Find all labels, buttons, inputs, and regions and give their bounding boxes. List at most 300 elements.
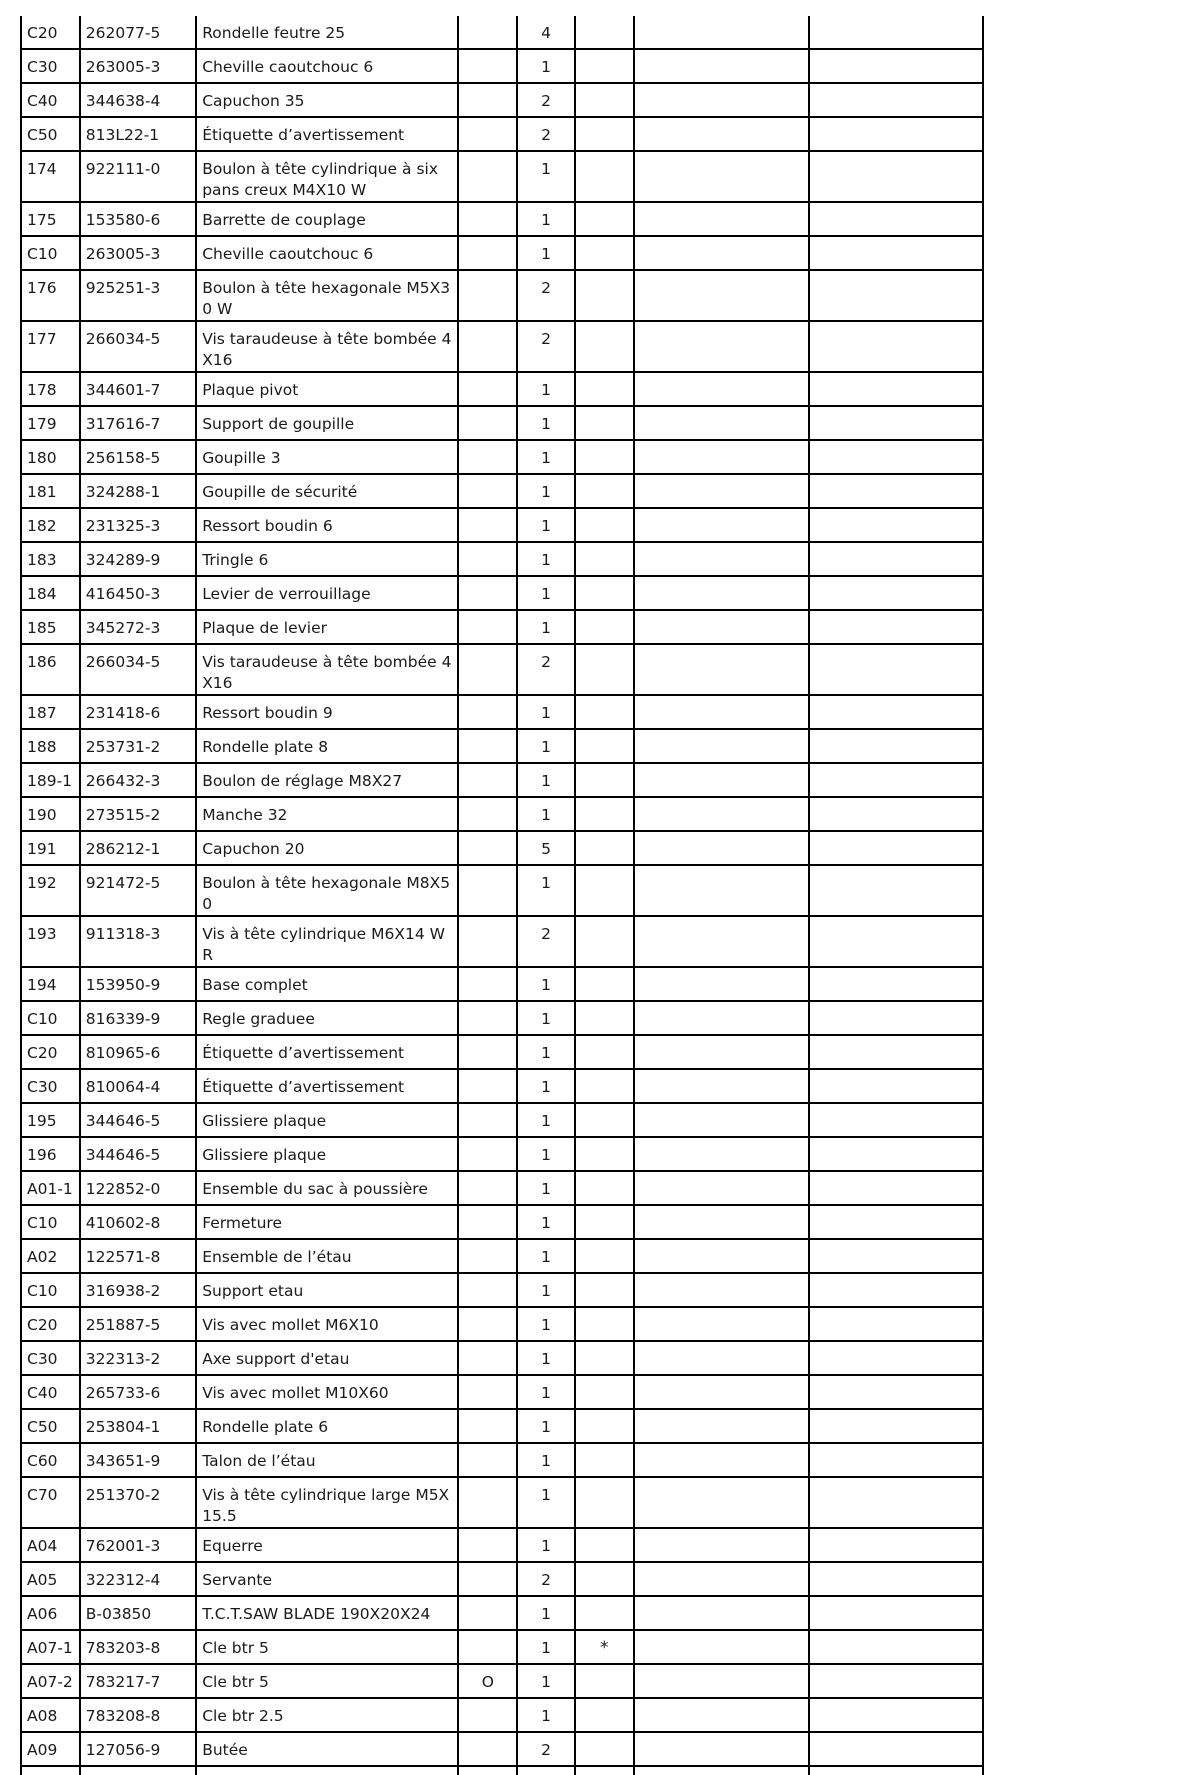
item-number-cell: 179 — [21, 406, 80, 440]
table-row — [21, 831, 983, 865]
marker-cell — [458, 1630, 517, 1664]
note-cell — [575, 1443, 634, 1477]
table-row — [21, 236, 983, 270]
marker-cell — [458, 1528, 517, 1562]
blank-cell — [809, 1171, 983, 1205]
part-number-cell: 344601-7 — [80, 372, 196, 406]
item-number-cell: 183 — [21, 542, 80, 576]
description-cell: Cheville caoutchouc 6 — [196, 236, 458, 270]
part-number-cell: 253804-1 — [80, 1409, 196, 1443]
note-cell — [575, 763, 634, 797]
item-number-cell: A05 — [21, 1562, 80, 1596]
item-number-cell: 184 — [21, 576, 80, 610]
part-number-cell: 911318-3 — [80, 916, 196, 967]
blank-cell — [809, 508, 983, 542]
blank-cell — [517, 1766, 575, 1775]
quantity-cell: 1 — [517, 1698, 575, 1732]
blank-cell — [634, 1341, 809, 1375]
part-number-cell: 344638-4 — [80, 83, 196, 117]
table-row — [21, 440, 983, 474]
marker-cell — [458, 202, 517, 236]
marker-cell — [458, 1069, 517, 1103]
description-cell: Ressort boudin 9 — [196, 695, 458, 729]
note-cell — [575, 1307, 634, 1341]
note-cell: * — [575, 1630, 634, 1664]
description-cell: T.C.T.SAW BLADE 190X20X24 — [196, 1596, 458, 1630]
blank-cell — [809, 236, 983, 270]
blank-cell — [634, 1239, 809, 1273]
note-cell — [575, 865, 634, 916]
item-number-cell: 191 — [21, 831, 80, 865]
part-number-cell: 344646-5 — [80, 1137, 196, 1171]
part-number-cell: 286212-1 — [80, 831, 196, 865]
blank-cell — [634, 1103, 809, 1137]
blank-cell — [634, 372, 809, 406]
marker-cell — [458, 1137, 517, 1171]
table-row — [21, 763, 983, 797]
note-cell — [575, 372, 634, 406]
item-number-cell: C10 — [21, 1205, 80, 1239]
part-number-cell: 251370-2 — [80, 1477, 196, 1528]
part-number-cell: 266432-3 — [80, 763, 196, 797]
blank-cell — [634, 1596, 809, 1630]
quantity-cell: 2 — [517, 1732, 575, 1766]
table-row — [21, 1341, 983, 1375]
note-cell — [575, 576, 634, 610]
blank-cell — [634, 1035, 809, 1069]
item-number-cell: C10 — [21, 236, 80, 270]
blank-cell — [634, 1171, 809, 1205]
quantity-cell: 2 — [517, 916, 575, 967]
description-cell: Étiquette d’avertissement — [196, 117, 458, 151]
table-row — [21, 1001, 983, 1035]
part-number-cell: 273515-2 — [80, 797, 196, 831]
blank-cell — [634, 1307, 809, 1341]
marker-cell — [458, 1562, 517, 1596]
part-number-cell: 317616-7 — [80, 406, 196, 440]
blank-cell — [634, 1001, 809, 1035]
marker-cell — [458, 270, 517, 321]
blank-cell — [809, 831, 983, 865]
description-cell: Vis avec mollet M10X60 — [196, 1375, 458, 1409]
description-cell: Étiquette d’avertissement — [196, 1035, 458, 1069]
table-row — [21, 16, 983, 49]
item-number-cell: A08 — [21, 1698, 80, 1732]
blank-cell — [809, 1596, 983, 1630]
part-number-cell: 925251-3 — [80, 270, 196, 321]
marker-cell — [458, 117, 517, 151]
marker-cell — [458, 508, 517, 542]
marker-cell — [458, 236, 517, 270]
quantity-cell: 1 — [517, 1273, 575, 1307]
blank-cell — [634, 542, 809, 576]
item-number-cell: 182 — [21, 508, 80, 542]
item-number-cell: C40 — [21, 1375, 80, 1409]
blank-cell — [809, 1443, 983, 1477]
note-cell — [575, 729, 634, 763]
table-row — [21, 1477, 983, 1528]
item-number-cell: A06 — [21, 1596, 80, 1630]
parts-list-sheet — [20, 16, 984, 1775]
blank-cell — [809, 1766, 983, 1775]
blank-cell — [809, 1205, 983, 1239]
blank-cell — [196, 1766, 458, 1775]
blank-cell — [809, 610, 983, 644]
note-cell — [575, 151, 634, 202]
blank-cell — [809, 440, 983, 474]
part-number-cell: 762001-3 — [80, 1528, 196, 1562]
blank-cell — [634, 321, 809, 372]
table-row — [21, 1596, 983, 1630]
blank-cell — [809, 763, 983, 797]
part-number-cell: 322312-4 — [80, 1562, 196, 1596]
item-number-cell: C20 — [21, 1307, 80, 1341]
part-number-cell: B-03850 — [80, 1596, 196, 1630]
note-cell — [575, 610, 634, 644]
blank-cell — [634, 967, 809, 1001]
blank-cell — [809, 202, 983, 236]
quantity-cell: 1 — [517, 1375, 575, 1409]
table-row — [21, 967, 983, 1001]
item-number-cell: 174 — [21, 151, 80, 202]
part-number-cell: 813L22-1 — [80, 117, 196, 151]
item-number-cell: 187 — [21, 695, 80, 729]
blank-cell — [809, 474, 983, 508]
table-row-continuation — [21, 1766, 983, 1775]
blank-cell — [809, 1069, 983, 1103]
table-row — [21, 1664, 983, 1698]
blank-cell — [809, 1664, 983, 1698]
table-row — [21, 321, 983, 372]
marker-cell — [458, 644, 517, 695]
quantity-cell: 2 — [517, 83, 575, 117]
blank-cell — [809, 16, 983, 49]
note-cell — [575, 16, 634, 49]
note-cell — [575, 967, 634, 1001]
table-row — [21, 1375, 983, 1409]
part-number-cell: 810064-4 — [80, 1069, 196, 1103]
description-cell: Plaque de levier — [196, 610, 458, 644]
blank-cell — [21, 1766, 80, 1775]
blank-cell — [80, 1766, 196, 1775]
quantity-cell: 1 — [517, 1137, 575, 1171]
quantity-cell: 2 — [517, 1562, 575, 1596]
quantity-cell: 5 — [517, 831, 575, 865]
blank-cell — [634, 1630, 809, 1664]
blank-cell — [634, 1205, 809, 1239]
table-row — [21, 270, 983, 321]
blank-cell — [809, 916, 983, 967]
table-row — [21, 1562, 983, 1596]
blank-cell — [634, 1562, 809, 1596]
blank-cell — [634, 16, 809, 49]
part-number-cell: 251887-5 — [80, 1307, 196, 1341]
part-number-cell: 324289-9 — [80, 542, 196, 576]
table-row — [21, 1239, 983, 1273]
blank-cell — [809, 644, 983, 695]
note-cell — [575, 1273, 634, 1307]
description-cell: Vis taraudeuse à tête bombée 4X16 — [196, 644, 458, 695]
marker-cell — [458, 151, 517, 202]
description-cell: Talon de l’étau — [196, 1443, 458, 1477]
description-cell: Goupille de sécurité — [196, 474, 458, 508]
part-number-cell: 783203-8 — [80, 1630, 196, 1664]
table-row — [21, 49, 983, 83]
table-row — [21, 508, 983, 542]
item-number-cell: 181 — [21, 474, 80, 508]
description-cell: Goupille 3 — [196, 440, 458, 474]
blank-cell — [634, 1375, 809, 1409]
note-cell — [575, 1103, 634, 1137]
table-row — [21, 1732, 983, 1766]
part-number-cell: 262077-5 — [80, 16, 196, 49]
part-number-cell: 783208-8 — [80, 1698, 196, 1732]
marker-cell — [458, 1596, 517, 1630]
description-cell: Servante — [196, 1562, 458, 1596]
blank-cell — [809, 1239, 983, 1273]
part-number-cell: 265733-6 — [80, 1375, 196, 1409]
description-cell: Support de goupille — [196, 406, 458, 440]
part-number-cell: 416450-3 — [80, 576, 196, 610]
marker-cell — [458, 610, 517, 644]
blank-cell — [634, 49, 809, 83]
marker-cell — [458, 729, 517, 763]
table-row — [21, 406, 983, 440]
marker-cell — [458, 1205, 517, 1239]
description-cell: Ensemble du sac à poussière — [196, 1171, 458, 1205]
part-number-cell: 263005-3 — [80, 49, 196, 83]
blank-cell — [634, 763, 809, 797]
part-number-cell: 122852-0 — [80, 1171, 196, 1205]
note-cell — [575, 236, 634, 270]
note-cell — [575, 695, 634, 729]
part-number-cell: 153580-6 — [80, 202, 196, 236]
quantity-cell: 1 — [517, 695, 575, 729]
marker-cell — [458, 1103, 517, 1137]
blank-cell — [809, 1341, 983, 1375]
marker-cell — [458, 1341, 517, 1375]
marker-cell — [458, 1239, 517, 1273]
note-cell — [575, 916, 634, 967]
blank-cell — [634, 1528, 809, 1562]
quantity-cell: 1 — [517, 542, 575, 576]
item-number-cell: 175 — [21, 202, 80, 236]
blank-cell — [634, 236, 809, 270]
blank-cell — [634, 151, 809, 202]
description-cell: Plaque pivot — [196, 372, 458, 406]
blank-cell — [809, 372, 983, 406]
description-cell: Capuchon 20 — [196, 831, 458, 865]
quantity-cell: 1 — [517, 610, 575, 644]
table-row — [21, 1205, 983, 1239]
table-row — [21, 1443, 983, 1477]
blank-cell — [809, 1137, 983, 1171]
description-cell: Base complet — [196, 967, 458, 1001]
table-row — [21, 1528, 983, 1562]
blank-cell — [634, 1069, 809, 1103]
blank-cell — [634, 916, 809, 967]
quantity-cell: 1 — [517, 729, 575, 763]
blank-cell — [809, 1528, 983, 1562]
note-cell — [575, 1069, 634, 1103]
item-number-cell: 180 — [21, 440, 80, 474]
quantity-cell: 1 — [517, 202, 575, 236]
description-cell: Levier de verrouillage — [196, 576, 458, 610]
marker-cell: O — [458, 1664, 517, 1698]
quantity-cell: 1 — [517, 372, 575, 406]
description-cell: Cle btr 2.5 — [196, 1698, 458, 1732]
blank-cell — [809, 1375, 983, 1409]
blank-cell — [634, 695, 809, 729]
note-cell — [575, 1596, 634, 1630]
table-row — [21, 1103, 983, 1137]
quantity-cell: 2 — [517, 644, 575, 695]
marker-cell — [458, 1035, 517, 1069]
note-cell — [575, 117, 634, 151]
blank-cell — [809, 865, 983, 916]
marker-cell — [458, 372, 517, 406]
item-number-cell: 177 — [21, 321, 80, 372]
item-number-cell: A04 — [21, 1528, 80, 1562]
note-cell — [575, 1562, 634, 1596]
part-number-cell: 324288-1 — [80, 474, 196, 508]
blank-cell — [634, 797, 809, 831]
table-row — [21, 1171, 983, 1205]
quantity-cell: 1 — [517, 1596, 575, 1630]
blank-cell — [634, 1477, 809, 1528]
description-cell: Boulon à tête hexagonale M5X30 W — [196, 270, 458, 321]
item-number-cell: A09 — [21, 1732, 80, 1766]
table-row — [21, 372, 983, 406]
blank-cell — [634, 508, 809, 542]
note-cell — [575, 1239, 634, 1273]
quantity-cell: 1 — [517, 1171, 575, 1205]
marker-cell — [458, 1375, 517, 1409]
blank-cell — [809, 1562, 983, 1596]
table-row — [21, 729, 983, 763]
description-cell: Vis à tête cylindrique M6X14 WR — [196, 916, 458, 967]
description-cell: Étiquette d’avertissement — [196, 1069, 458, 1103]
part-number-cell: 922111-0 — [80, 151, 196, 202]
description-cell: Vis à tête cylindrique large M5X15.5 — [196, 1477, 458, 1528]
item-number-cell: C30 — [21, 49, 80, 83]
marker-cell — [458, 49, 517, 83]
marker-cell — [458, 406, 517, 440]
quantity-cell: 1 — [517, 49, 575, 83]
blank-cell — [809, 797, 983, 831]
part-number-cell: 783217-7 — [80, 1664, 196, 1698]
note-cell — [575, 1001, 634, 1035]
marker-cell — [458, 967, 517, 1001]
description-cell: Ensemble de l’étau — [196, 1239, 458, 1273]
quantity-cell: 1 — [517, 1307, 575, 1341]
item-number-cell: 190 — [21, 797, 80, 831]
quantity-cell: 1 — [517, 1477, 575, 1528]
item-number-cell: 195 — [21, 1103, 80, 1137]
note-cell — [575, 644, 634, 695]
table-row — [21, 576, 983, 610]
item-number-cell: 192 — [21, 865, 80, 916]
marker-cell — [458, 1171, 517, 1205]
quantity-cell: 1 — [517, 865, 575, 916]
marker-cell — [458, 1477, 517, 1528]
description-cell: Rondelle plate 8 — [196, 729, 458, 763]
note-cell — [575, 1528, 634, 1562]
description-cell: Vis taraudeuse à tête bombée 4X16 — [196, 321, 458, 372]
marker-cell — [458, 576, 517, 610]
marker-cell — [458, 474, 517, 508]
blank-cell — [634, 83, 809, 117]
note-cell — [575, 1477, 634, 1528]
blank-cell — [634, 576, 809, 610]
note-cell — [575, 831, 634, 865]
blank-cell — [809, 117, 983, 151]
marker-cell — [458, 831, 517, 865]
description-cell: Boulon de réglage M8X27 — [196, 763, 458, 797]
part-number-cell: 266034-5 — [80, 644, 196, 695]
item-number-cell: 186 — [21, 644, 80, 695]
blank-cell — [809, 1273, 983, 1307]
description-cell: Rondelle plate 6 — [196, 1409, 458, 1443]
table-row — [21, 797, 983, 831]
description-cell: Cle btr 5 — [196, 1630, 458, 1664]
marker-cell — [458, 542, 517, 576]
note-cell — [575, 440, 634, 474]
item-number-cell: C20 — [21, 1035, 80, 1069]
item-number-cell: 194 — [21, 967, 80, 1001]
note-cell — [575, 1664, 634, 1698]
item-number-cell: A01-1 — [21, 1171, 80, 1205]
marker-cell — [458, 440, 517, 474]
blank-cell — [809, 729, 983, 763]
blank-cell — [809, 1035, 983, 1069]
description-cell: Glissiere plaque — [196, 1137, 458, 1171]
blank-cell — [809, 1409, 983, 1443]
description-cell: Butée — [196, 1732, 458, 1766]
table-row — [21, 644, 983, 695]
item-number-cell: A02 — [21, 1239, 80, 1273]
table-row — [21, 1698, 983, 1732]
blank-cell — [634, 1137, 809, 1171]
item-number-cell: 176 — [21, 270, 80, 321]
marker-cell — [458, 1732, 517, 1766]
item-number-cell: 185 — [21, 610, 80, 644]
note-cell — [575, 1171, 634, 1205]
table-row — [21, 1273, 983, 1307]
note-cell — [575, 474, 634, 508]
quantity-cell: 2 — [517, 117, 575, 151]
blank-cell — [809, 1307, 983, 1341]
blank-cell — [809, 406, 983, 440]
quantity-cell: 1 — [517, 1664, 575, 1698]
blank-cell — [809, 1477, 983, 1528]
marker-cell — [458, 1698, 517, 1732]
item-number-cell: C70 — [21, 1477, 80, 1528]
note-cell — [575, 1035, 634, 1069]
blank-cell — [634, 610, 809, 644]
table-row — [21, 542, 983, 576]
table-row — [21, 1035, 983, 1069]
part-number-cell: 816339-9 — [80, 1001, 196, 1035]
marker-cell — [458, 763, 517, 797]
note-cell — [575, 1409, 634, 1443]
blank-cell — [809, 695, 983, 729]
item-number-cell: C60 — [21, 1443, 80, 1477]
item-number-cell: A07-2 — [21, 1664, 80, 1698]
marker-cell — [458, 797, 517, 831]
blank-cell — [809, 967, 983, 1001]
part-number-cell: 122571-8 — [80, 1239, 196, 1273]
